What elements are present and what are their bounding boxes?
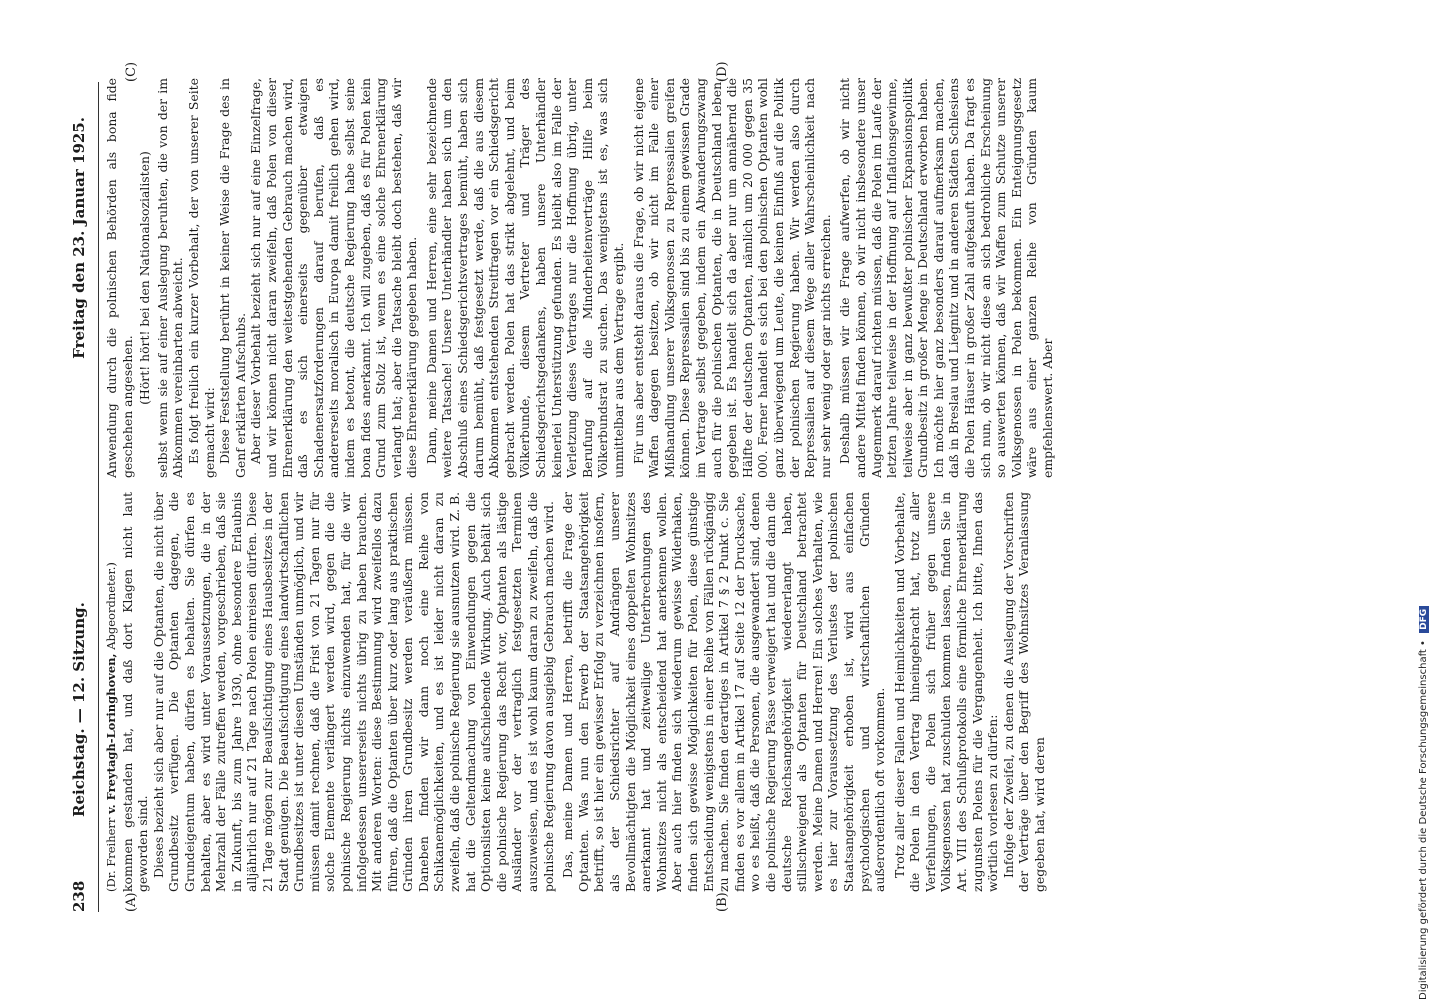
paragraph: Infolge der Zweifel, zu denen die Auslegung der Vorschriften der Verträge über den Begriff des Wohnsitzes Veranlassung gegeben hat, wird deren xyxy=(1000,492,1048,892)
session-title: Reichstag. — 12. Sitzung. xyxy=(70,602,88,817)
paragraph: Das, meine Damen und Herren, betrifft die Frage der Optanten. Was nun den Erwerb der Staatsangehörigkeit betrifft, so ist hier ein gewisser Erfolg zu verzeichnen insofern, als der Schiedsrichter auf Andrängen unserer Bevollmächtigten die Möglichkeit eines doppelten Wohnsitzes anerkannt hat und zeitweilige Unterbrechungen des Wohnsitzes nicht als entscheidend hat anerkennen wollen. Aber auch hier finden sich wiederum gewisse Widerhaken, finden sich gewisse Möglichkeiten für Polen, diese günstige Entscheidung wenigstens in einer Reihe von Fällen rückgängig zu machen. Sie finden derartiges in Artikel 7 § 2 Punkt c. Sie finden es vor allem in Artikel 17 auf Seite 12 der Drucksache, wo es heißt, daß die Personen, die ausgewandert sind, denen die polnische Regierung Pässe verweigert hat und die dann die deutsche Reichsangehörigkeit wiedererlangt haben, stillschweigend als Optanten für Deutschland betrachtet werden. Meine Damen und Herren! Ein solches Verhalten, wie es hier zur Voraussetzung des Verlustes der polnischen Staatsangehörigkeit erhoben ist, wird aus einfachen psychologischen und wirtschaftlichen Gründen außerordentlich oft vorkommen. xyxy=(560,492,888,892)
margin-marker-d: (D) xyxy=(715,61,730,82)
paragraph: Es folgt freilich ein kurzer Vorbehalt, der von unserer Seite gemacht wird: xyxy=(185,78,217,478)
paragraph: selbst wenn sie auf einer Auslegung beruhten, die von der im Abkommen vereinbarten abweicht. xyxy=(154,78,186,478)
margin-marker-a: (A) xyxy=(124,892,139,912)
paragraph: Dieses bezieht sich aber nur auf die Optanten, die nicht über Grundbesitz verfügen. Die Optanten dagegen, die Grundeigentum haben, dürfen es behalten. Sie dürfen es behalten, aber es wird unter Voraussetzungen, die in der Mehrzahl der Fälle zutreffen werden, vorgeschrieben, daß sie in Zukunft, bis zum Jahre 1930, ohne besondere Erlaubnis alljährlich nur auf 21 Tage nach Polen einreisen dürfen. Diese 21 Tage mögen zur Beaufsichtigung eines Hausbesitzes in der Stadt genügen. Die Beaufsichtigung eines landwirtschaftlichen Grundbesitzes ist unter diesen Umständen unmöglich, und wir müssen damit rechnen, daß die Frist von 21 Tagen nur für solche Elemente verlängert werden wird, gegen die die polnische Regierung nichts einzuwenden hat, für die wir infolgedessen unsererseits nichts übrig zu haben brauchen. Mit anderen Worten: diese Bestimmung wird zweifellos dazu führen, daß die Optanten über kurz oder lang aus praktischen Gründen ihren Grundbesitz werden veräußern müssen. Daneben finden wir dann noch eine Reihe von Schikanemöglichkeiten, und es ist leider nicht daran zu zweifeln, daß die polnische Regierung sie ausnutzen wird. Z. B. hat die Geltendmachung von Einwendungen gegen die Optionslisten keine aufschiebende Wirkung. Auch behält sich die polnische Regierung das Recht vor, Optanten als lästige Ausländer vor der vertraglich festgesetzten Terminen auszuweisen, und es ist wohl kaum daran zu zweifeln, daß die polnische Regierung davon ausgiebig Gebrauch machen wird. xyxy=(150,492,556,892)
paragraph: kommen gestanden hat, und daß dort Klagen nicht laut geworden sind. xyxy=(119,492,151,892)
paragraph: Dann, meine Damen und Herren, eine sehr bezeichnende weitere Tatsache! Unsere Unterhändler haben sich um den Abschluß eines Schiedsgerichtsvertrages bemüht, haben sich darum bemüht, daß festgesetzt werde, daß die aus diesem Abkommen entstehenden Streitfragen vor ein Schiedsgericht gebracht werden. Polen hat das strikt abgelehnt, und beim Völkerbunde, diesem Vertreter und Träger des Schiedsgerichtsgedankens, haben unsere Unterhändler keinerlei Unterstützung gefunden. Es bleibt also im Falle der Verletzung dieses Vertrages nur die Hoffnung übrig, unter Berufung auf die Minderheitenverträge Hilfe beim Völkerbundsrat zu suchen. Das wenigstens ist es, was sich unmittelbar aus dem Vertrage ergibt. xyxy=(423,78,626,478)
paragraph: Trotz aller dieser Fallen und Heimlichkeiten und Vorbehalte, die Polen in den Vertrag hineingebracht hat, trotz aller Verfehlungen, die Polen sich früher gegen unsere Volksgenossen hat zuschulden kommen lassen, finden Sie in Art. VIII des Schlußprotokolls eine förmliche Ehrenerklärung zugunsten Polens für die Vergangenheit. Ich bitte, Ihnen das wörtlich vorlesen zu dürfen: xyxy=(891,492,1001,892)
speaker-role: Abgeordneter.) xyxy=(104,562,118,650)
right-column xyxy=(104,78,1304,478)
digitization-credit xyxy=(1418,20,1434,1000)
session-date: Freitag den 23. Januar 1925. xyxy=(70,117,88,359)
page-number: 238 xyxy=(70,880,88,912)
margin-marker-b: (B) xyxy=(715,892,730,912)
credit-text: Digitalisierung gefördert durch die Deutsche Forschungsgemeinschaft • xyxy=(1418,640,1429,1000)
speaker-prefix: (Dr. Freiherr xyxy=(104,817,118,892)
page-header xyxy=(70,82,94,912)
paragraph: Für uns aber entsteht daraus die Frage, ob wir nicht eigene Waffen dagegen besitzen, ob wir nicht im Falle einer Mißhandlung unserer Volksgenossen zu Repressalien greifen können. Diese Repressalien sind bis zu einem gewissen Grade im Vertrage selbst gegeben, indem ein Abwanderungszwang auch für die polnischen Optanten, die in Deutschland leben, gegeben ist. Es handelt sich da aber nur um annähernd die Hälfte der deutschen Optanten, nämlich um 20 000 gegen 35 000. Ferner handelt es sich bei den polnischen Optanten wohl ganz überwiegend um Leute, die keinen Einfluß auf die Politik der polnischen Regierung haben. Wir werden also durch Repressalien auf diesem Wege aller Wahrscheinlichkeit nach nur sehr wenig oder gar nichts erreichen. xyxy=(630,78,833,478)
paragraph: Aber dieser Vorbehalt bezieht sich nur auf eine Einzelfrage, und wir können nicht daran zweifeln, daß Polen von dieser Ehrenerklärung den weitestgehenden Gebrauch machen wird, daß es sich einerseits gegenüber etwaigen Schadenersatzforderungen darauf berufen, daß es andererseits moralisch in Europa damit freilich gehen wird, indem es betont, die deutsche Regierung habe selbst seine bona fides anerkannt. Ich will zugeben, daß es für Polen kein Grund zum Stolz ist, wenn es eine solche Ehrenerklärung verlangt hat; aber die Tatsache bleibt doch bestehen, daß wir diese Ehrenerklärung gegeben haben. xyxy=(248,78,420,478)
margin-marker-c: (C) xyxy=(124,61,139,82)
left-column xyxy=(104,492,1304,892)
header-rule xyxy=(98,82,99,912)
speaker-name: v. Freytagh-Loringhoven, xyxy=(104,653,118,814)
interjection: (Hört! hört! bei den Nationalsozialisten) xyxy=(137,151,153,405)
paragraph: Anwendung durch die polnischen Behörden als bona fide geschehen angesehen. xyxy=(104,78,135,478)
paragraph: Deshalb müssen wir die Frage aufwerfen, ob wir nicht andere Mittel finden können, ob wir nicht insbesondere unser Augenmerk darauf richten müssen, daß die Polen im Laufe der letzten Jahre teilweise in der Hoffnung auf Inflationsgewinne, teilweise aber in ganz bewußter polnischer Expansionspolitik Grundbesitz in großer Menge in Deutschland erworben haben. Ich möchte hier ganz besonders darauf aufmerksam machen, daß in Breslau und Liegnitz und in anderen Städten Schlesiens die Polen Häuser in großer Zahl aufgekauft haben. Da fragt es sich nun, ob wir nicht diese an sich bedrohliche Erscheinung so auswerten können, daß wir Waffen zum Schutze unserer Volksgenossen in Polen bekommen. Ein Enteignungsgesetz wäre aus einer ganzen Reihe von Gründen kaum empfehlenswert. Aber xyxy=(837,78,1056,478)
paragraph: Diese Feststellung berührt in keiner Weise die Frage des in Genf erklärten Aufschubs. xyxy=(217,78,248,478)
speaker-line xyxy=(104,492,120,892)
dfg-logo: DFG xyxy=(1419,606,1429,633)
